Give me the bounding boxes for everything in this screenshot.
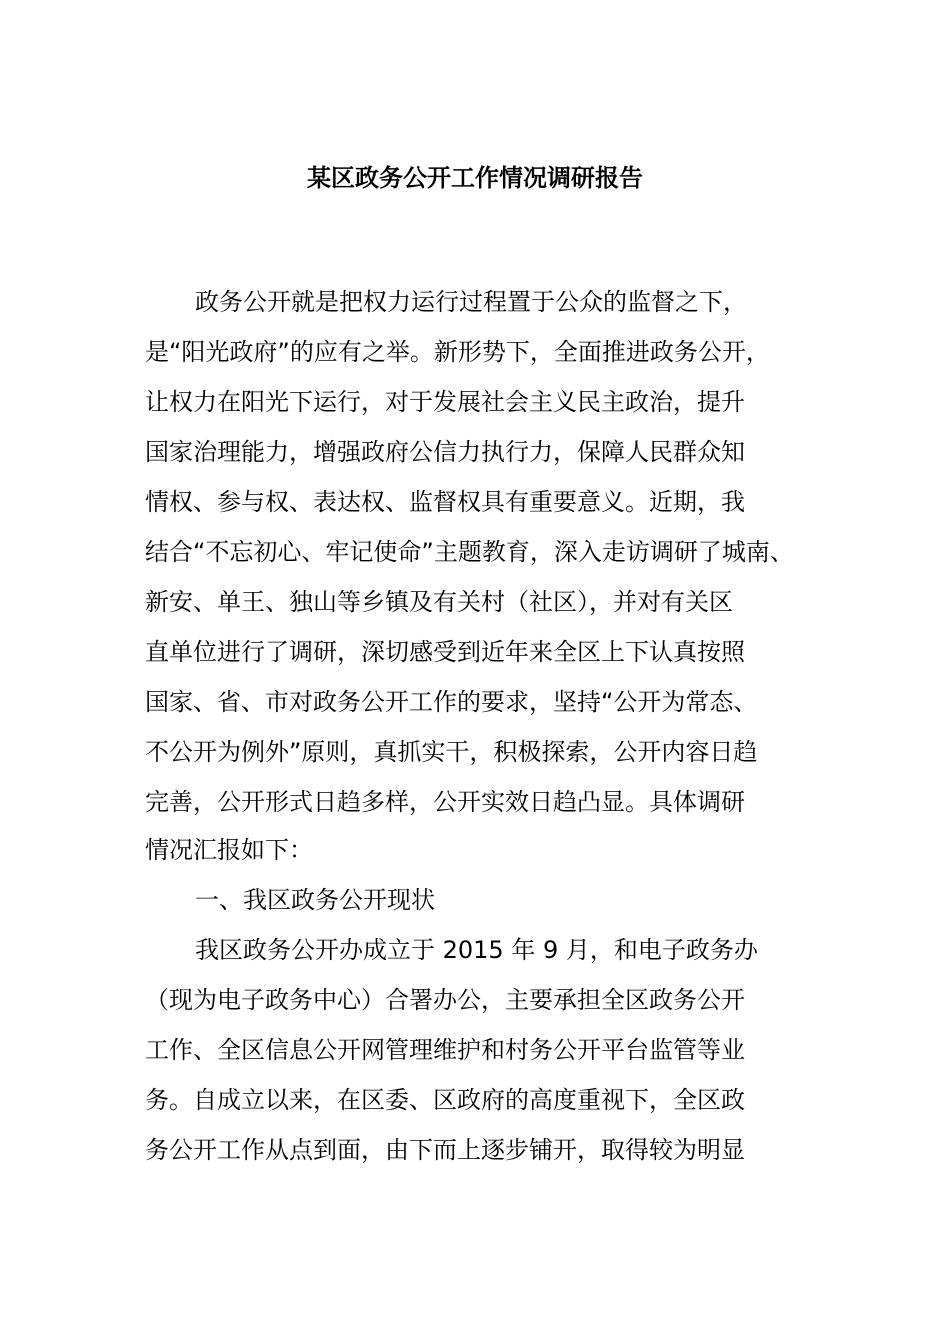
paragraph-line: 不公开为例外”原则，真抓实干，积极探索，公开内容日趋 (145, 738, 758, 766)
paragraph-line: 新安、单王、独山等乡镇及有关村（社区），并对有关区 (145, 588, 733, 616)
document-title: 某区政务公开工作情况调研报告 (307, 164, 643, 192)
paragraph-line: 直单位进行了调研，深切感受到近年来全区上下认真按照 (145, 638, 745, 666)
paragraph-line: （现为电子政务中心）合署办公，主要承担全区政务公开 (145, 986, 745, 1014)
paragraph-line: 务。自成立以来，在区委、区政府的高度重视下，全区政 (145, 1086, 745, 1114)
paragraph-line: 务公开工作从点到面，由下而上逐步铺开，取得较为明显 (145, 1136, 745, 1164)
paragraph-line: 我区政务公开办成立于 2015 年 9 月，和电子政务办 (195, 936, 758, 964)
paragraph-line: 让权力在阳光下运行，对于发展社会主义民主政治，提升 (145, 388, 745, 416)
paragraph-line: 完善，公开形式日趋多样，公开实效日趋凸显。具体调研 (145, 788, 745, 816)
paragraph-line: 政务公开就是把权力运行过程置于公众的监督之下， (195, 288, 747, 316)
paragraph-line: 结合“不忘初心、牢记使命”主题教育，深入走访调研了城南、 (145, 538, 794, 566)
section-heading: 一、我区政务公开现状 (195, 886, 435, 914)
paragraph-line: 情权、参与权、表达权、监督权具有重要意义。近期，我 (145, 488, 745, 516)
paragraph-line: 工作、全区信息公开网管理维护和村务公开平台监管等业 (145, 1036, 745, 1064)
paragraph-line: 国家、省、市对政务公开工作的要求，坚持“公开为常态、 (145, 688, 758, 716)
paragraph-line: 是“阳光政府”的应有之举。新形势下，全面推进政务公开， (145, 338, 770, 366)
paragraph-line: 情况汇报如下： (145, 836, 313, 864)
paragraph-line: 国家治理能力，增强政府公信力执行力，保障人民群众知 (145, 438, 745, 466)
